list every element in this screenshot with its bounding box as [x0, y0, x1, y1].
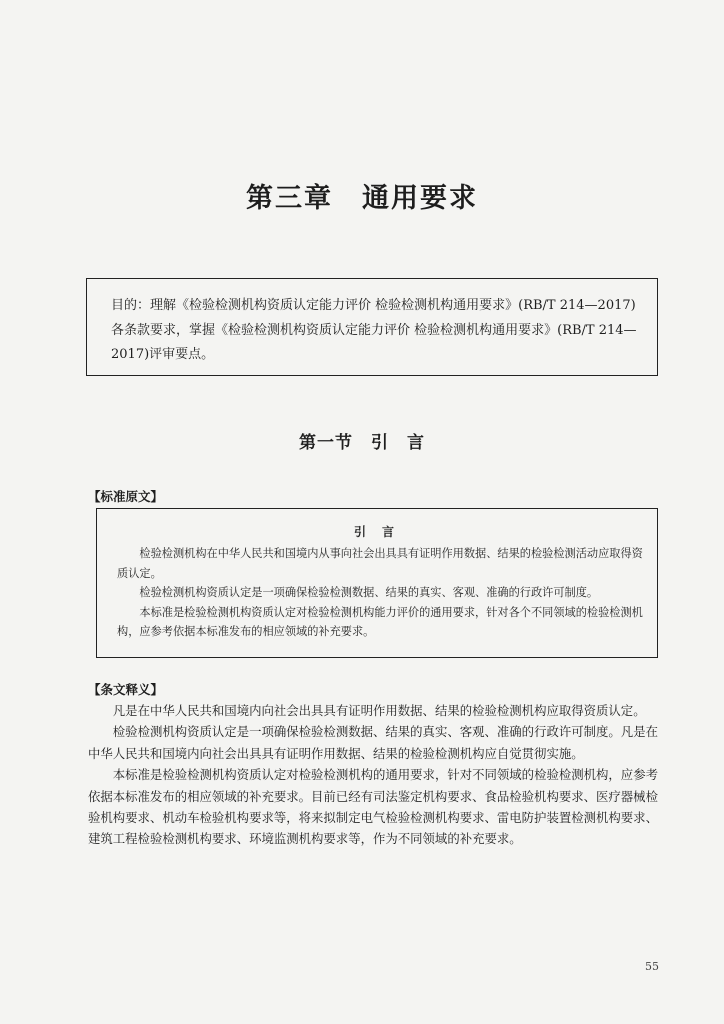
interpretation-paragraph: 本标准是检验检测机构资质认定对检验检测机构的通用要求，针对不同领域的检验检测机构，应参考依据本标准发布的相应领域的补充要求。目前已经有司法鉴定机构要求、食品检验机构要求、医疗器械检验机构要求、机动车检验机构要求等，将来拟制定电气检验检测机构要求、雷电防护装置检测机构要求、建筑工程检验检测机构要求、环境监测机构要求等，作为不同领域的补充要求。	[88, 767, 658, 847]
standard-paragraph: 检验检测机构资质认定是一项确保检验检测数据、结果的真实、客观、准确的行政许可制度。	[139, 586, 599, 600]
interpretation-body	[88, 700, 662, 850]
interpretation-paragraph: 检验检测机构资质认定是一项确保检验检测数据、结果的真实、客观、准确的行政许可制度。凡是在中华人民共和国境内向社会出具具有证明作用数据、结果的检验检测机构应自觉贯彻实施。	[88, 724, 658, 761]
standard-original-box	[96, 508, 658, 658]
interpretation-label: 【条文释义】	[88, 682, 164, 697]
page-number: 55	[645, 960, 659, 973]
purpose-box: 目的：理解《检验检测机构资质认定能力评价 检验检测机构通用要求》(RB/T 214—2017)各条款要求，掌握《检验检测机构资质认定能力评价 检验检测机构通用要求》(RB/T 214—2017)评审要点。	[86, 278, 658, 376]
chapter-title: 第三章 通用要求	[246, 183, 478, 214]
section-title: 第一节 引 言	[299, 433, 425, 453]
standard-original-label: 【标准原文】	[88, 489, 164, 504]
standard-heading: 引言	[353, 525, 410, 539]
standard-paragraph: 检验检测机构在中华人民共和国境内从事向社会出具具有证明作用数据、结果的检验检测活动应取得资质认定。	[117, 547, 643, 580]
interpretation-paragraph: 凡是在中华人民共和国境内向社会出具具有证明作用数据、结果的检验检测机构应取得资质认定。	[112, 703, 646, 718]
standard-paragraph: 本标准是检验检测机构资质认定对检验检测机构能力评价的通用要求，针对各个不同领域的检验检测机构，应参考依据本标准发布的相应领域的补充要求。	[117, 605, 643, 639]
